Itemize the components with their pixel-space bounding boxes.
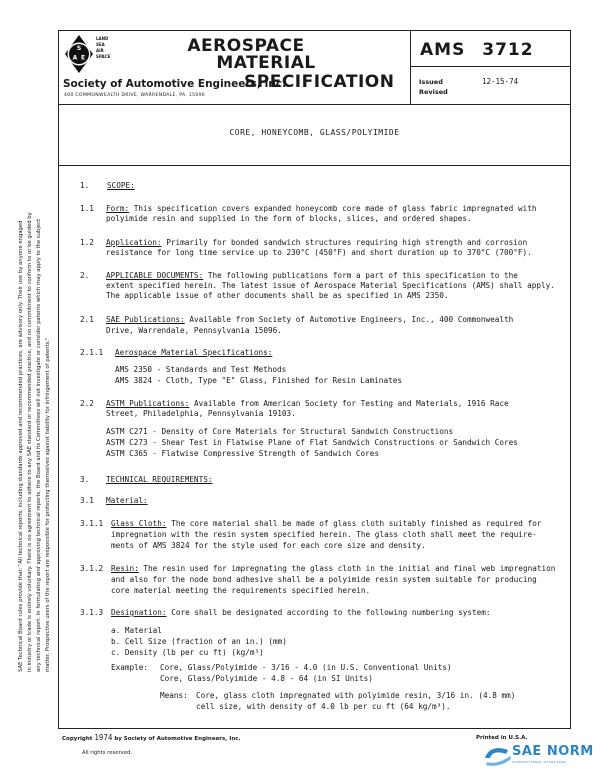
- section-3-1-2-number: 3.1.2: [80, 564, 104, 573]
- header-column-divider: [410, 30, 411, 104]
- spec-item-ams-3824: AMS 3824 - Cloth, Type "E" Glass, Finished for Resin Laminates: [115, 376, 402, 385]
- watermark-text: SAE NORM: [512, 744, 594, 759]
- brand-line-2: MATERIAL: [216, 53, 316, 73]
- section-2-1-line-2: Drive, Warrendale, Pennsylvania 15096.: [106, 326, 282, 335]
- section-1-2-line-2: resistance for long time service up to 230°C (450°F) and short duration up to 370°C (700°F).: [106, 248, 532, 257]
- section-2-2-line-2: Street, Philadelphia, Pennsylvania 19103.: [106, 409, 296, 418]
- section-2-line-3: The applicable issue of other documents shall be as specified in AMS 2350.: [106, 291, 449, 300]
- logo-caption-space: SPACE: [96, 54, 111, 59]
- section-3-heading: TECHNICAL REQUIREMENTS:: [106, 475, 213, 484]
- logo-letter-s: S: [76, 45, 82, 52]
- example-us-units: Core, Glass/Polyimide - 3/16 - 4.0 (in U.S. Conventional Units): [160, 663, 452, 672]
- section-3-1-2-line-3: core material meeting the requirements specified herein.: [111, 586, 371, 595]
- section-3-1-heading: Material:: [106, 496, 148, 505]
- section-2-1-number: 2.1: [80, 315, 94, 324]
- section-3-number: 3.: [80, 475, 90, 484]
- section-1-heading: SCOPE:: [107, 181, 135, 190]
- document-title: CORE, HONEYCOMB, GLASS/POLYIMIDE: [229, 128, 400, 137]
- means-line-1: Core, glass cloth impregnated with polyimide resin, 3/16 in. (4.8 mm): [196, 691, 516, 700]
- issued-date: 12-15-74: [482, 77, 519, 86]
- spec-item-astm-c271: ASTM C271 - Density of Core Materials for Structural Sandwich Constructions: [106, 427, 454, 436]
- sae-logo-icon: [64, 34, 94, 74]
- example-si-units: Core, Glass/Polyimide - 4.8 - 64 (in SI Units): [160, 674, 373, 683]
- logo-caption-sea: SEA: [96, 42, 105, 47]
- section-3-1-1-number: 3.1.1: [80, 519, 104, 528]
- footer-rights: All rights reserved.: [82, 750, 133, 756]
- spec-item-ams-2350: AMS 2350 - Standards and Test Methods: [115, 365, 287, 374]
- logo-letter-e: E: [80, 54, 86, 62]
- designation-item-a: a. Material: [111, 626, 162, 635]
- brand-line-3: SPECIFICATION: [244, 72, 395, 92]
- section-2-line-2: extent specified herein. The latest issue of Aerospace Material Specifications (AMS) shall apply.: [106, 281, 555, 290]
- logo-letter-a: A: [72, 54, 78, 62]
- section-1-2-number: 1.2: [80, 238, 94, 247]
- logo-caption-air: AIR: [96, 48, 104, 53]
- section-1-1-line-2: polyimide resin and supplied in the form of blocks, slices, and ordered shapes.: [106, 214, 472, 223]
- ams-box-divider: [410, 66, 571, 67]
- section-3-1-number: 3.1: [80, 496, 94, 505]
- section-3-1-1-line-3: ments of AMS 3824 for the style used for each core size and density.: [111, 541, 426, 550]
- footer-printed: Printed in U.S.A.: [476, 735, 528, 741]
- ams-number: AMS 3712: [420, 40, 534, 60]
- logo-caption: [96, 36, 110, 60]
- section-1-1-line-1: Form: This specification covers expanded honeycomb core made of glass fabric impregnated with: [106, 204, 537, 213]
- section-3-1-2-line-2: and also for the node bond adhesive shall be a polyimide resin system suitable for producing: [111, 575, 537, 584]
- watermark-subtext: INTERNATIONAL STANDARDS: [512, 760, 567, 764]
- logo-caption-land: LAND: [96, 36, 109, 41]
- section-2-1-line-1: SAE Publications: Available from Society of Automotive Engineers, Inc., 400 Commonwealth: [106, 315, 514, 324]
- society-name: Society of Automotive Engineers, Inc.: [63, 78, 287, 90]
- header-divider: [58, 104, 571, 105]
- footer-copyright: Copyright 1974 by Society of Automotive Engineers, Inc.: [62, 733, 241, 742]
- issued-label: Issued: [419, 78, 443, 86]
- society-address: 400 COMMONWEALTH DRIVE, WARRENDALE, PA. 15096: [64, 93, 206, 98]
- revised-label: Revised: [419, 88, 448, 96]
- section-2-1-1-heading: Aerospace Material Specifications:: [115, 348, 273, 357]
- section-2-2-number: 2.2: [80, 399, 94, 408]
- disclaimer-line-3: any technical report. In formulating and approving technical reports, the Board and its Committees will not investigate or consider patents which may apply to the subject: [36, 218, 42, 672]
- disclaimer-line-2: in industry or trade is entirely voluntary. There is no agreement to adhere to any SAE standard or recommended practice, and no commitment to conform to or be guided by: [27, 212, 33, 672]
- means-label: Means:: [160, 691, 188, 700]
- title-divider: [58, 165, 571, 166]
- section-3-1-1-line-2: impregnation with the resin system specified herein. The glass cloth shall meet the require-: [111, 530, 537, 539]
- spec-item-astm-c273: ASTM C273 - Shear Test in Flatwise Plane of Flat Sandwich Constructions or Sandwich Cores: [106, 438, 518, 447]
- section-3-1-3-number: 3.1.3: [80, 608, 104, 617]
- section-1-2-line-1: Application: Primarily for bonded sandwich structures requiring high strength and corrosion: [106, 238, 528, 247]
- disclaimer-line-1: SAE Technical Board rules provide that: "All technical reports, including standards approved and recommended practices, are advisory only. Their use by anyone engaged: [18, 220, 24, 672]
- means-line-2: cell size, with density of 4.0 lb per cu ft (64 kg/m³).: [196, 702, 451, 711]
- section-2-number: 2.: [80, 271, 90, 280]
- section-3-1-3-line-1: Designation: Core shall be designated according to the following numbering system:: [111, 608, 491, 617]
- section-2-line-1: APPLICABLE DOCUMENTS: The following publications form a part of this specification to the: [106, 271, 518, 280]
- designation-item-b: b. Cell Size (fraction of an in.) (mm): [111, 637, 287, 646]
- section-1-number: 1.: [80, 181, 90, 190]
- designation-item-c: c. Density (lb per cu ft) (kg/m³): [111, 648, 264, 657]
- section-1-1-number: 1.1: [80, 204, 94, 213]
- spec-item-astm-c365: ASTM C365 - Flatwise Compressive Strength of Sandwich Cores: [106, 449, 380, 458]
- section-3-1-1-line-1: Glass Cloth: The core material shall be made of glass cloth suitably finished as required for: [111, 519, 542, 528]
- section-2-2-line-1: ASTM Publications: Available from American Society for Testing and Materials, 1916 Race: [106, 399, 509, 408]
- section-2-1-1-number: 2.1.1: [80, 348, 104, 357]
- example-label: Example:: [111, 663, 149, 672]
- brand-line-1: AEROSPACE: [187, 36, 305, 56]
- disclaimer-line-4: matter. Prospective users of the report are responsible for protecting themselves against liability for infringement of patents.": [45, 337, 51, 672]
- section-3-1-2-line-1: Resin: The resin used for impregnating the glass cloth in the initial and final web impregnation: [111, 564, 556, 573]
